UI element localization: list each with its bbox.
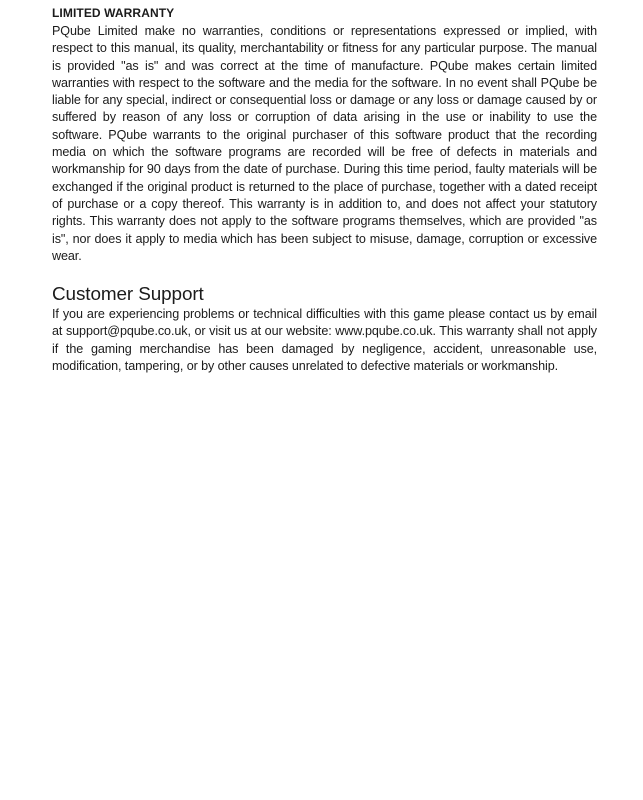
limited-warranty-heading: LIMITED WARRANTY <box>52 6 175 20</box>
limited-warranty-section <box>52 5 597 265</box>
customer-support-section <box>52 286 597 375</box>
page-content <box>52 5 597 375</box>
customer-support-heading: Customer Support <box>52 284 204 306</box>
limited-warranty-text: PQube Limited make no warranties, conditions or representations expressed or implied, with respect to this manual, its quality, merchantability or fitness for any particular purpose. The manual is provided "as is" and was correct at the time of manufacture. PQube makes certain limited warranties with respect to the software and the media for the software. In no event shall PQube be liable for any special, indirect or consequential loss or damage or any loss or damage caused by or suffered by reason of any loss or corruption of data arising in the use or inability to use the software. PQube warrants to the original purchaser of this software product that the recording media on which the software programs are recorded will be free of defects in materials and workmanship for 90 days from the date of purchase. During this time period, faulty materials will be exchanged if the original product is returned to the place of purchase, together with a dated receipt of purchase or a copy thereof. This warranty is in addition to, and does not affect your statutory rights. This warranty does not apply to the software programs themselves, which are provided "as is", nor does it apply to media which has been subject to misuse, damage, corruption or excessive wear. <box>52 24 597 263</box>
customer-support-text: If you are experiencing problems or technical difficulties with this game please contact us by email at support@pqube.co.uk, or visit us at our website: www.pqube.co.uk. This warranty shall not apply if the gaming merchandise has been damaged by negligence, accident, unreasonable use, modification, tampering, or by other causes unrelated to defective materials or workmanship. <box>52 307 597 374</box>
